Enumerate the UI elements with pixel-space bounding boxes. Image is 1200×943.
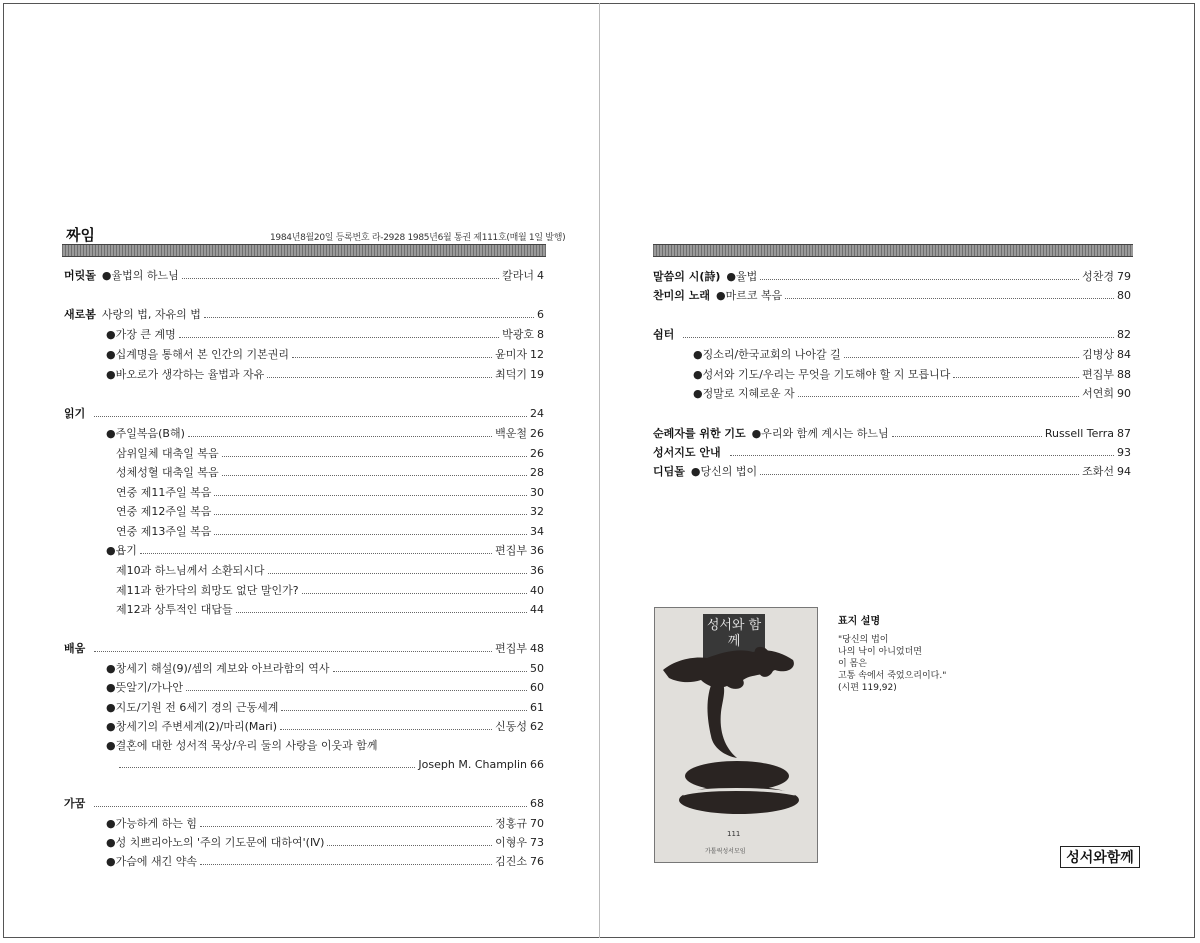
- header-band-right: [653, 244, 1133, 257]
- toc-page-number: 24: [530, 407, 544, 420]
- toc-leader-dots: [292, 357, 492, 358]
- toc-entry: [106, 700, 544, 716]
- toc-entry: [693, 347, 1131, 363]
- toc-page-number: 30: [530, 486, 544, 499]
- cover-caption-line: (시편 119,92): [838, 683, 897, 693]
- toc-entry: [106, 680, 544, 696]
- toc-page-number: 66: [530, 758, 544, 771]
- toc-page-number: 70: [530, 817, 544, 830]
- toc-leader-dots: [268, 573, 527, 574]
- cover-publisher: 가톨릭성서모임: [705, 848, 746, 855]
- toc-entry-title: 삼위일체 대축일 복음: [116, 447, 219, 460]
- toc-entry-author: 최덕기: [495, 368, 527, 381]
- toc-page-number: 44: [530, 603, 544, 616]
- toc-page-number: 82: [1117, 328, 1131, 341]
- toc-page-number: 76: [530, 855, 544, 868]
- toc-leader-dots: [204, 317, 534, 318]
- toc-entry-title: ●창세기의 주변세계(2)/마리(Mari): [106, 720, 278, 733]
- toc-entry-author: 백운철: [495, 427, 527, 440]
- toc-leader-dots: [214, 534, 527, 535]
- toc-entry: [693, 367, 1131, 383]
- toc-leader-dots: [140, 553, 492, 554]
- toc-leader-dots: [281, 710, 527, 711]
- toc-entry: [653, 426, 1131, 442]
- toc-entry-author: 조화선: [1082, 465, 1114, 478]
- toc-leader-dots: [683, 337, 1114, 338]
- toc-entry-author: 편집부: [495, 642, 527, 655]
- toc-entry-title: ●정말로 지혜로운 자: [693, 387, 795, 400]
- toc-section-label: 가꿈: [64, 797, 86, 810]
- cover-caption-heading: 표지 설명: [838, 616, 881, 627]
- toc-page-number: 87: [1117, 427, 1131, 440]
- toc-leader-dots: [236, 612, 527, 613]
- toc-entry-author: 편집부: [1082, 368, 1114, 381]
- toc-leader-dots: [200, 864, 492, 865]
- cover-caption-line: 고통 속에서 죽었으리이다.": [838, 671, 947, 681]
- toc-leader-dots: [892, 436, 1042, 437]
- toc-leader-dots: [94, 806, 527, 807]
- toc-entry: [116, 465, 544, 481]
- cover-image: [654, 607, 818, 863]
- toc-entry-title: ●바오로가 생각하는 율법과 자유: [106, 368, 265, 381]
- toc-page-number: 28: [530, 466, 544, 479]
- toc-leader-dots: [280, 729, 492, 730]
- toc-entry: [116, 757, 544, 773]
- toc-entry-author: 신동성: [495, 720, 527, 733]
- toc-leader-dots: [953, 377, 1079, 378]
- toc-entry: [106, 719, 544, 735]
- toc-entry: [106, 327, 544, 343]
- toc-entry: [106, 854, 544, 870]
- toc-leader-dots: [798, 396, 1080, 397]
- toc-page-number: 12: [530, 348, 544, 361]
- toc-section-label: 순례자를 위한 기도: [653, 427, 746, 440]
- toc-page-number: 36: [530, 564, 544, 577]
- toc-entry-title: ●마르코 복음: [715, 289, 783, 302]
- toc-page-number: 6: [537, 308, 544, 321]
- toc-entry: [64, 796, 544, 812]
- toc-entry: [106, 835, 544, 851]
- toc-entry: [106, 738, 544, 754]
- toc-entry-author: 김진소: [495, 855, 527, 868]
- toc-entry-author: 김병상: [1082, 348, 1114, 361]
- toc-section-label: 찬미의 노래: [653, 289, 710, 302]
- toc-page-number: 4: [537, 269, 544, 282]
- toc-entry: [116, 504, 544, 520]
- toc-page-number: 61: [530, 701, 544, 714]
- toc-leader-dots: [222, 456, 527, 457]
- toc-entry-author: 이형우: [495, 836, 527, 849]
- toc-leader-dots: [222, 475, 527, 476]
- toc-entry-title: ●욥기: [106, 544, 137, 557]
- header-band-left: [62, 244, 546, 257]
- toc-entry: [116, 583, 544, 599]
- toc-leader-dots: [214, 514, 527, 515]
- toc-section-label: 성서지도 안내: [653, 446, 721, 459]
- toc-page-number: 36: [530, 544, 544, 557]
- toc-leader-dots: [119, 767, 415, 768]
- toc-page-number: 8: [537, 328, 544, 341]
- toc-entry: [64, 641, 544, 657]
- toc-page-number: 93: [1117, 446, 1131, 459]
- toc-leader-dots: [844, 357, 1079, 358]
- cover-art: [655, 608, 818, 863]
- toc-entry: [106, 347, 544, 363]
- magazine-logo: 성서와함께: [1060, 846, 1140, 868]
- toc-entry-title: ●징소리/한국교회의 나아갈 길: [693, 348, 841, 361]
- toc-page-number: 62: [530, 720, 544, 733]
- toc-leader-dots: [302, 593, 527, 594]
- toc-entry-title: 연중 제12주일 복음: [116, 505, 212, 518]
- toc-leader-dots: [94, 651, 492, 652]
- page-fold: [599, 3, 600, 938]
- toc-leader-dots: [214, 495, 527, 496]
- toc-entry-title: ●가슴에 새긴 약속: [106, 855, 197, 868]
- toc-leader-dots: [333, 671, 527, 672]
- toc-page-number: 19: [530, 368, 544, 381]
- toc-entry-author: 편집부: [495, 544, 527, 557]
- toc-leader-dots: [94, 416, 527, 417]
- toc-entry: [116, 446, 544, 462]
- toc-section-label: 머릿돌: [64, 269, 96, 282]
- toc-page-number: 84: [1117, 348, 1131, 361]
- toc-entry: [653, 269, 1131, 285]
- toc-entry-author: 박광호: [502, 328, 534, 341]
- toc-entry-author: 정홍규: [495, 817, 527, 830]
- toc-entry-title: ●우리와 함께 계시는 하느님: [751, 427, 889, 440]
- toc-entry-title: 연중 제11주일 복음: [116, 486, 212, 499]
- toc-page-number: 88: [1117, 368, 1131, 381]
- toc-entry: [106, 661, 544, 677]
- toc-page-number: 50: [530, 662, 544, 675]
- toc-leader-dots: [186, 690, 527, 691]
- toc-entry-author: 성찬경: [1082, 270, 1114, 283]
- toc-entry-title: 제10과 하느님께서 소환되시다: [116, 564, 265, 577]
- toc-page-number: 68: [530, 797, 544, 810]
- toc-leader-dots: [267, 377, 492, 378]
- toc-entry-title: ●가능하게 하는 힘: [106, 817, 197, 830]
- toc-entry-title: ●성서와 기도/우리는 무엇을 기도해야 할 지 모릅니다: [693, 368, 951, 381]
- toc-page-number: 60: [530, 681, 544, 694]
- toc-section-label: 읽기: [64, 407, 86, 420]
- toc-leader-dots: [760, 474, 1079, 475]
- toc-page-number: 79: [1117, 270, 1131, 283]
- toc-entry-title: ●당신의 법이: [690, 465, 758, 478]
- toc-entry-title: ●주일복음(B해): [106, 427, 185, 440]
- toc-section-label: 디딤돌: [653, 465, 685, 478]
- toc-entry-title: ●결혼에 대한 성서적 묵상/우리 둘의 사랑을 이웃과 함께: [106, 739, 378, 752]
- toc-entry-author: Joseph M. Champlin: [418, 758, 527, 771]
- cover-caption-line: 이 몸은: [838, 659, 867, 669]
- toc-section-label: 배움: [64, 642, 86, 655]
- toc-entry-title: ●가장 큰 계명: [106, 328, 176, 341]
- toc-page-number: 48: [530, 642, 544, 655]
- toc-entry-title: ●율법: [726, 270, 758, 283]
- toc-entry-title: ●뜻알기/가나안: [106, 681, 184, 694]
- toc-leader-dots: [182, 278, 499, 279]
- toc-entry-title: 제12과 상투적인 대답들: [116, 603, 233, 616]
- toc-entry: [653, 327, 1131, 343]
- toc-entry: [64, 406, 544, 422]
- toc-entry: [116, 563, 544, 579]
- toc-entry: [653, 464, 1131, 480]
- toc-section-label: 말씀의 시(詩): [653, 270, 721, 283]
- toc-entry-author: 서연희: [1082, 387, 1114, 400]
- toc-leader-dots: [785, 298, 1114, 299]
- toc-page-number: 40: [530, 584, 544, 597]
- toc-entry-title: 제11과 한가닥의 희망도 없단 말인가?: [116, 584, 299, 597]
- toc-entry: [653, 288, 1131, 304]
- toc-entry: [116, 485, 544, 501]
- toc-entry-author: 칼라너: [502, 269, 534, 282]
- toc-entry-title: 사랑의 법, 자유의 법: [101, 308, 201, 321]
- toc-leader-dots: [179, 337, 499, 338]
- toc-entry-title: ●십계명을 통해서 본 인간의 기본권리: [106, 348, 289, 361]
- toc-entry-title: ●율법의 하느님: [101, 269, 179, 282]
- cover-issue: 111: [727, 830, 741, 838]
- toc-entry-author: Russell Terra: [1044, 427, 1114, 440]
- toc-entry: [106, 367, 544, 383]
- toc-page-number: 26: [530, 427, 544, 440]
- toc-entry: [116, 602, 544, 618]
- toc-entry: [64, 268, 544, 284]
- cover-caption-line: 나의 낙이 아니었더면: [838, 647, 922, 657]
- toc-entry-title: ●창세기 해설(9)/셈의 계보와 아브라함의 역사: [106, 662, 330, 675]
- toc-page-number: 94: [1117, 465, 1131, 478]
- toc-page-number: 34: [530, 525, 544, 538]
- toc-leader-dots: [188, 436, 492, 437]
- toc-entry-author: 윤미자: [495, 348, 527, 361]
- toc-entry: [106, 426, 544, 442]
- toc-entry-title: ●성 치쁘리아노의 '주의 기도문에 대하여'(Ⅳ): [106, 836, 325, 849]
- toc-page-number: 32: [530, 505, 544, 518]
- toc-page-number: 80: [1117, 289, 1131, 302]
- publication-info: 1984년8월20일 등록번호 라-2928 1985년6월 통권 제111호(매월 1일 발행): [270, 233, 566, 243]
- cover-title: 성서와 함께: [703, 614, 765, 662]
- toc-entry-title: ●지도/기원 전 6세기 경의 근동세계: [106, 701, 279, 714]
- toc-page-number: 26: [530, 447, 544, 460]
- toc-section-label: 쉼터: [653, 328, 675, 341]
- toc-leader-dots: [200, 826, 492, 827]
- toc-entry-title: 성체성혈 대축일 복음: [116, 466, 219, 479]
- toc-entry: [106, 543, 544, 559]
- toc-entry: [116, 524, 544, 540]
- toc-leader-dots: [760, 279, 1079, 280]
- toc-page-number: 90: [1117, 387, 1131, 400]
- toc-entry: [64, 307, 544, 323]
- page-title: 짜임: [66, 226, 95, 244]
- toc-leader-dots: [730, 455, 1114, 456]
- toc-entry-title: 연중 제13주일 복음: [116, 525, 212, 538]
- toc-entry: [106, 816, 544, 832]
- toc-entry: [653, 445, 1131, 461]
- toc-leader-dots: [327, 845, 492, 846]
- cover-caption-line: "당신의 법이: [838, 635, 889, 645]
- toc-section-label: 새로봄: [64, 308, 96, 321]
- toc-page-number: 73: [530, 836, 544, 849]
- toc-entry: [693, 386, 1131, 402]
